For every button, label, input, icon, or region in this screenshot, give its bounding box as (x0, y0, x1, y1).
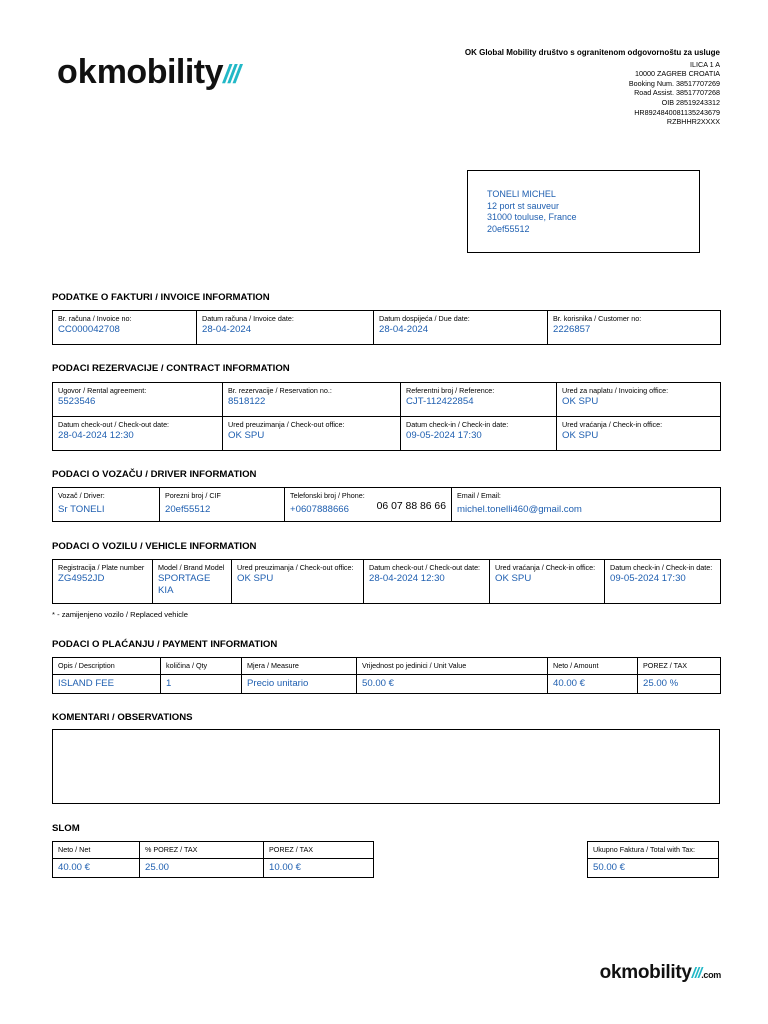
phone-extra-value: 06 07 88 86 66 (376, 501, 446, 512)
tax-amount-value: 10.00 € (269, 862, 302, 873)
company-line: OIB 28519243312 (661, 97, 720, 107)
tax-header: POREZ / TAX (643, 661, 688, 670)
customer-name: TONELI MICHEL (487, 189, 556, 199)
cif-label: Porezni broj / CIF (165, 491, 221, 500)
phone-value: +0607888666 (290, 503, 349, 515)
vehicle-checkout-date-label: Datum check-out / Check-out date: (369, 563, 481, 572)
plate-value: ZG4952JD (58, 572, 105, 584)
invoice-table (52, 310, 721, 345)
checkout-office-value: OK SPU (228, 429, 265, 441)
footer-logo-dotcom-text: .com (701, 970, 721, 980)
footer-logo-slash-icon: /// (691, 965, 702, 982)
logo-ok-text: ok (57, 53, 97, 91)
unit-value-value: 50.00 € (362, 678, 395, 689)
logo-slash-icon: /// (223, 59, 239, 89)
total-value: 50.00 € (593, 862, 626, 873)
vehicle-checkout-date-value: 28-04-2024 12:30 (369, 572, 445, 584)
company-line: Road Assist. 38517707268 (634, 88, 720, 98)
table-row (53, 675, 721, 694)
qty-header: količina / Qty (166, 661, 208, 670)
customer-no-value: 2226857 (553, 323, 591, 335)
amount-header: Neto / Amount (553, 661, 599, 670)
rental-agreement-value: 5523546 (58, 395, 96, 407)
checkout-office-label: Ured preuzimanja / Check-out office: (228, 420, 345, 429)
vehicle-table (52, 559, 721, 604)
description-value: ISLAND FEE (58, 678, 114, 689)
observations-section-title: KOMENTARI / OBSERVATIONS (52, 712, 193, 723)
contract-section-title: PODACI REZERVACIJE / CONTRACT INFORMATION (52, 363, 290, 374)
checkin-date-value: 09-05-2024 17:30 (406, 429, 482, 441)
tax-percent-header: % POREZ / TAX (145, 845, 198, 854)
due-date-label: Datum dospijeća / Due date: (379, 314, 470, 323)
unit-value-header: Vrijednost po jedinici / Unit Value (362, 661, 467, 670)
footer-logo-mobility-text: mobility (621, 962, 692, 983)
driver-section-title: PODACI O VOZAČU / DRIVER INFORMATION (52, 469, 257, 480)
reference-value: CJT-112422854 (406, 395, 474, 407)
company-line: RZBHHR2XXXX (666, 117, 720, 127)
company-line: HR8924840081135243679 (634, 107, 720, 117)
footer-logo (600, 962, 721, 984)
payment-section-title: PODACI O PLAĆANJU / PAYMENT INFORMATION (52, 639, 278, 650)
payment-table (52, 657, 721, 694)
company-line: Booking Num. 38517707269 (628, 78, 720, 88)
email-label: Email / Email: (457, 491, 501, 500)
footer-logo-ok-text: ok (599, 962, 622, 983)
tax-amount-header: POREZ / TAX (269, 845, 314, 854)
company-name: OK Global Mobility društvo s ogranitenom odgovornoštu za usluge (464, 48, 720, 57)
measure-value: Precio unitario (247, 678, 309, 689)
observations-box (52, 729, 720, 804)
invoice-no-label: Br. računa / Invoice no: (58, 314, 132, 323)
company-line: 10000 ZAGREB CROATIA (635, 69, 720, 79)
vehicle-checkin-office-label: Ured vraćanja / Check-in office: (495, 563, 596, 572)
driver-value: Sr TONELI (58, 503, 105, 515)
email-value: michel.tonelli460@gmail.com (457, 503, 582, 515)
vehicle-checkin-date-label: Datum check-in / Check-in date: (610, 563, 713, 572)
brand-model-label: Model / Brand Model (158, 563, 225, 572)
driver-label: Vozač / Driver: (58, 491, 105, 500)
checkin-office-label: Ured vraćanja / Check-in office: (562, 420, 663, 429)
customer-city: 31000 touluse, France (487, 212, 577, 223)
vehicle-checkout-office-value: OK SPU (237, 572, 274, 584)
tax-value: 25.00 % (643, 678, 679, 689)
logo-mobility-text: mobility (96, 53, 224, 91)
customer-street: 12 port st sauveur (487, 200, 560, 211)
cif-value: 20ef55512 (165, 503, 211, 515)
customer-no-label: Br. korisnika / Customer no: (553, 314, 642, 323)
okmobility-logo (57, 52, 239, 94)
company-line: ILICA 1 A (690, 59, 720, 69)
invoicing-office-label: Ured za naplatu / Invoicing office: (562, 386, 669, 395)
description-header: Opis / Description (58, 661, 115, 670)
summary-table (52, 841, 374, 878)
invoicing-office-value: OK SPU (562, 395, 599, 407)
customer-id: 20ef55512 (487, 223, 530, 234)
rental-agreement-label: Ugovor / Rental agreement: (58, 386, 147, 395)
vehicle-section-title: PODACI O VOZILU / VEHICLE INFORMATION (52, 541, 257, 552)
invoice-no-value: CC000042708 (58, 323, 120, 335)
customer-address-box (467, 170, 700, 253)
vehicle-checkout-office-label: Ured preuzimanja / Check-out office: (237, 563, 354, 572)
qty-value: 1 (166, 678, 172, 689)
reservation-no-label: Br. rezervacije / Reservation no.: (228, 386, 332, 395)
checkout-date-label: Datum check-out / Check-out date: (58, 420, 170, 429)
amount-value: 40.00 € (553, 678, 586, 689)
measure-header: Mjera / Measure (247, 661, 299, 670)
replaced-vehicle-note: * - zamijenjeno vozilo / Replaced vehicle (52, 610, 188, 619)
invoice-date-value: 28-04-2024 (202, 323, 252, 335)
company-info (400, 48, 720, 127)
tax-percent-value: 25.00 (145, 862, 170, 873)
due-date-value: 28-04-2024 (379, 323, 429, 335)
net-header: Neto / Net (58, 845, 91, 854)
brand-model-value: SPORTAGE KIA (158, 572, 211, 596)
reference-label: Referentni broj / Reference: (406, 386, 495, 395)
net-value: 40.00 € (58, 862, 91, 873)
invoice-section-title: PODATKE O FAKTURI / INVOICE INFORMATION (52, 292, 270, 303)
vehicle-checkin-office-value: OK SPU (495, 572, 532, 584)
total-label: Ukupno Faktura / Total with Tax: (593, 845, 696, 854)
total-table (587, 841, 719, 878)
invoice-date-label: Datum računa / Invoice date: (202, 314, 294, 323)
checkin-date-label: Datum check-in / Check-in date: (406, 420, 509, 429)
driver-table (52, 487, 721, 522)
reservation-no-value: 8518122 (228, 395, 266, 407)
phone-label: Telefonski broj / Phone: (290, 491, 365, 500)
contract-table (52, 382, 721, 451)
vehicle-checkin-date-value: 09-05-2024 17:30 (610, 572, 686, 584)
plate-label: Registracija / Plate number (58, 563, 145, 572)
summary-section-title: SLOM (52, 823, 80, 834)
checkin-office-value: OK SPU (562, 429, 599, 441)
checkout-date-value: 28-04-2024 12:30 (58, 429, 134, 441)
